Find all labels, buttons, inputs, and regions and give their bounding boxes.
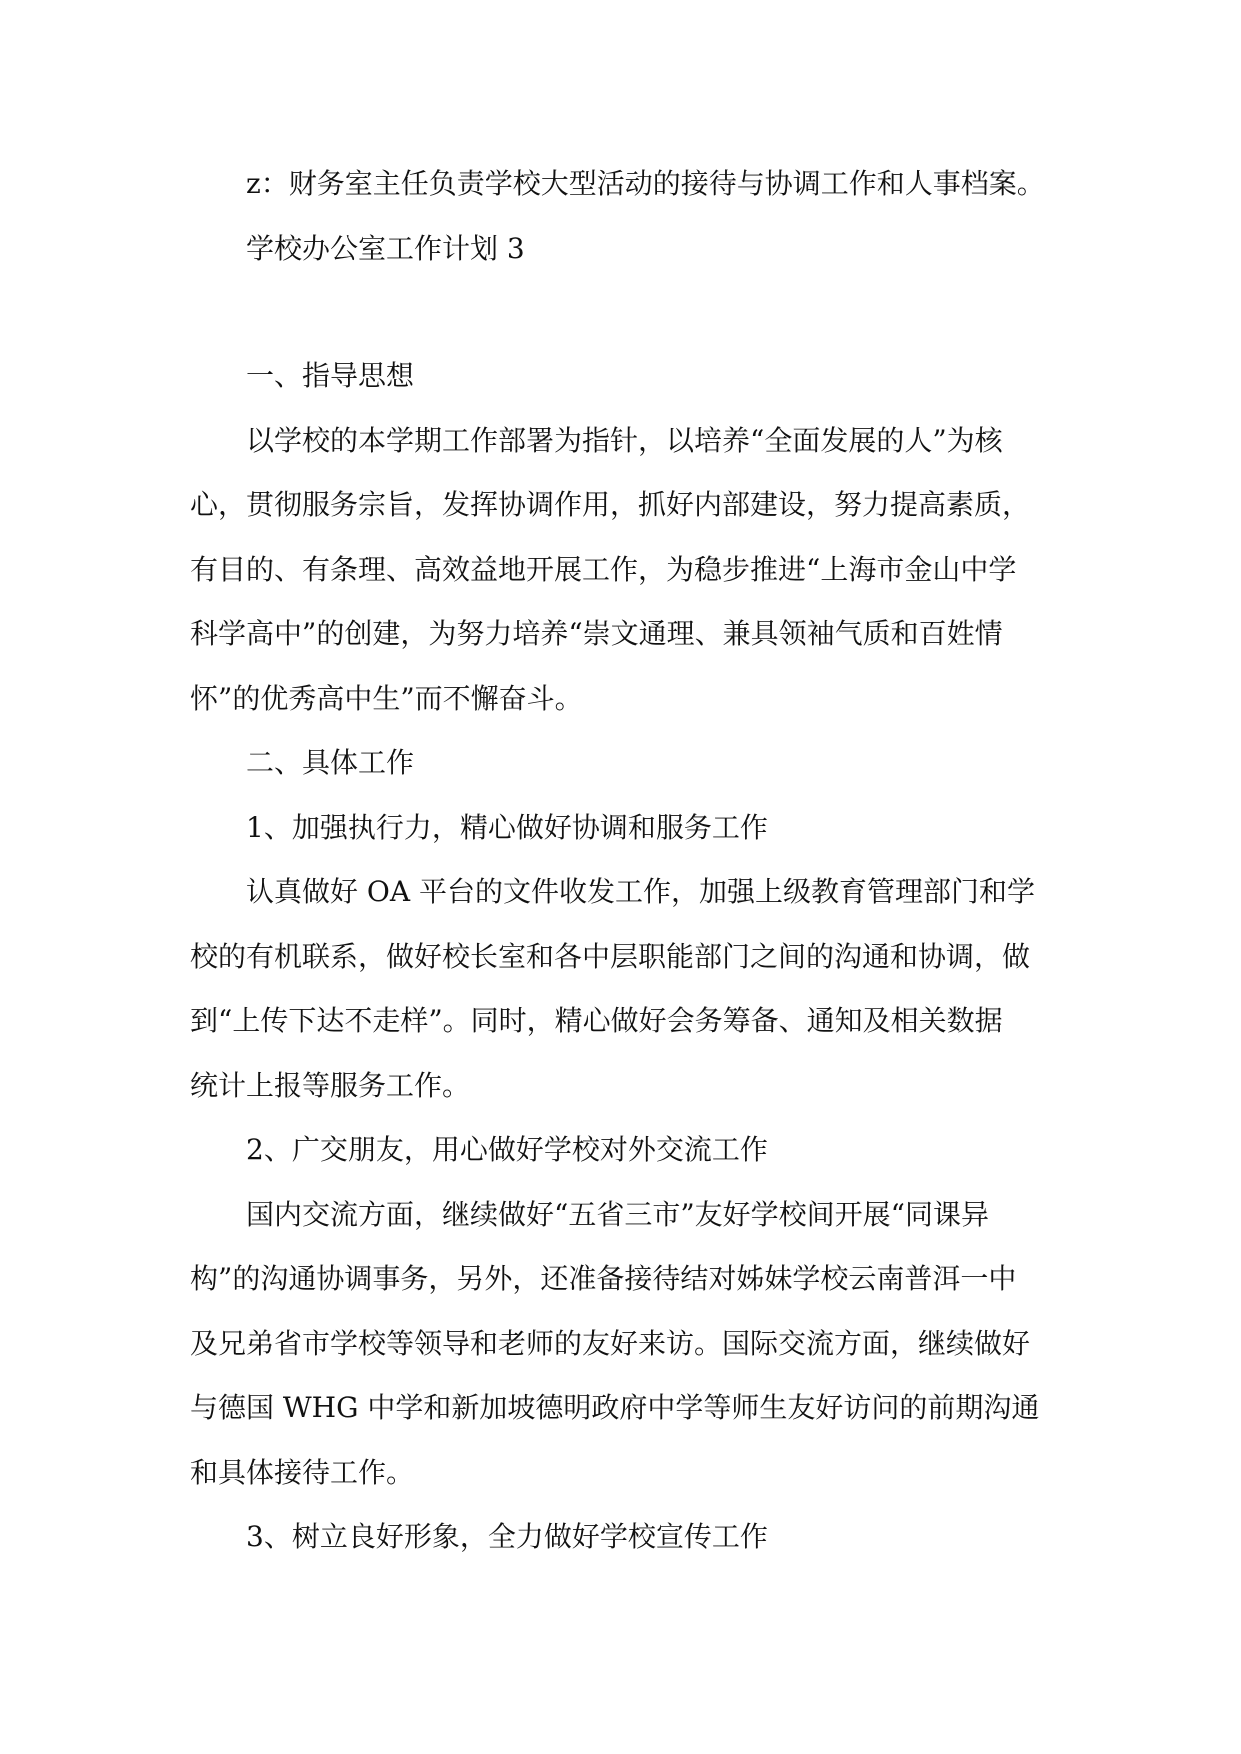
heading-specific-work: 二、具体工作 [246,746,415,779]
paragraph-line: 统计上报等服务工作。 [190,1068,471,1102]
blank-spacer [190,281,1050,344]
paragraph-line: 认真做好 OA 平台的文件收发工作，加强上级教育管理部门和学 [246,875,1035,908]
subheading-item-2: 2、广交朋友，用心做好学校对外交流工作 [246,1133,768,1166]
paragraph-line: 到“上传下达不走样”。同时，精心做好会务筹备、通知及相关数据 [190,1004,1003,1037]
subheading-item-1: 1、加强执行力，精心做好协调和服务工作 [246,810,768,844]
section-title: 学校办公室工作计划 3 [246,231,525,265]
paragraph-line: 心，贯彻服务宗旨，发挥协调作用，抓好内部建设，努力提高素质， [190,488,1031,521]
paragraph-line: 有目的、有条理、高效益地开展工作，为稳步推进“上海市金山中学 [190,552,1017,586]
paragraph-line: 和具体接待工作。 [190,1455,415,1489]
paragraph-line: 怀”的优秀高中生”而不懈奋斗。 [190,681,583,715]
paragraph-line: 校的有机联系，做好校长室和各中层职能部门之间的沟通和协调，做 [190,939,1031,973]
paragraph-line: 以学校的本学期工作部署为指针，以培养“全面发展的人”为核 [246,423,1003,457]
heading-guiding-ideology: 一、指导思想 [246,359,415,392]
paragraph-line: 科学高中”的创建，为努力培养“崇文通理、兼具领袖气质和百姓情 [190,617,1003,650]
paragraph-line: 与德国 WHG 中学和新加坡德明政府中学等师生友好访问的前期沟通 [190,1391,1040,1424]
subheading-item-3: 3、树立良好形象，全力做好学校宣传工作 [246,1520,768,1553]
document-body [190,152,1050,1570]
paragraph-line: z：财务室主任负责学校大型活动的接待与协调工作和人事档案。 [246,167,1045,200]
paragraph-line: 及兄弟省市学校等领导和老师的友好来访。国际交流方面，继续做好 [190,1326,1031,1360]
paragraph-line: 构”的沟通协调事务，另外，还准备接待结对姊妹学校云南普洱一中 [190,1262,1017,1295]
paragraph-line: 国内交流方面，继续做好“五省三市”友好学校间开展“同课异 [246,1197,989,1231]
